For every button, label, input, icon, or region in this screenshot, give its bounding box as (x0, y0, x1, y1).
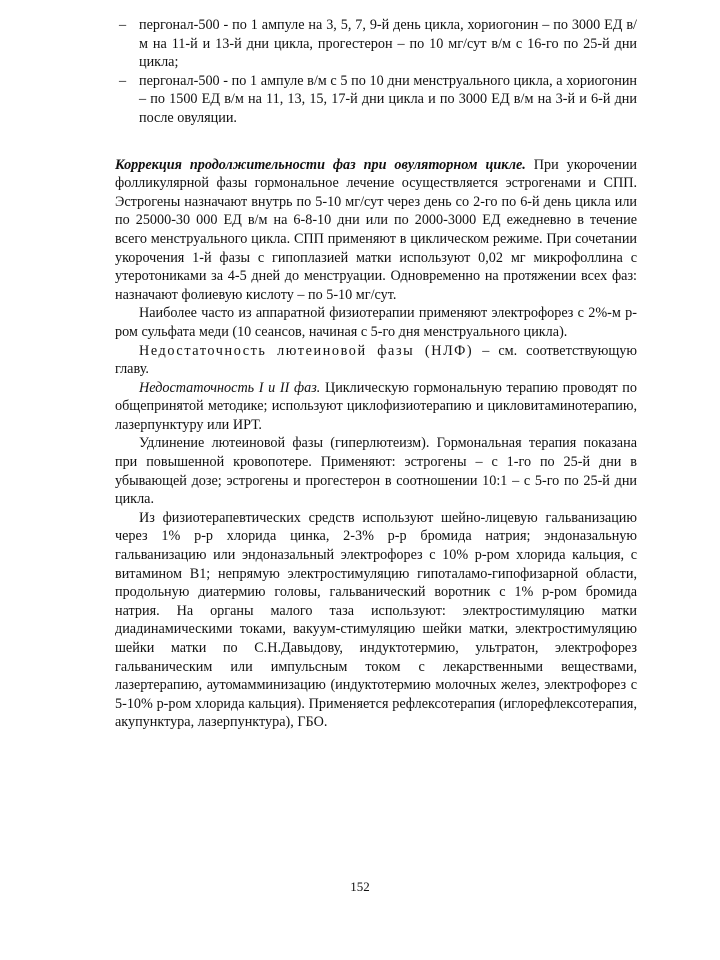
page-body (115, 16, 637, 732)
paragraph-text: Удлинение лютеиновой фазы (гиперлютеизм). Гормональная терапия показана при повышенной кровопотере. Применяют: эстрогены – с 1-го по 25-й дни в убывающей дозе; эстрогены и прогестерон в соотношении 10:1 – с 5-го по 25-й дни цикла. (115, 435, 637, 508)
paragraph-text: При укорочении фолликулярной фазы гормональное лечение осуществляется эстрогенами и СПП. Эстрогены назначают внутрь по 5-10 мг/сут через день со 2-го по 6-й день цикла или по 25000-30 000 ЕД в/м на 6-8-10 дни или по 2000-3000 ЕД ежедневно в течение всего менструального цикла. СПП применяют в циклическом режиме. При сочетании укорочения 1-й фазы с гипоплазией матки используют 0,02 мг микрофоллина с утеротониками за 4-5 дней до менструации. Одновременно на протяжении всех фаз: назначают фолиевую кислоту – по 5-10 мг/сут. (115, 156, 637, 303)
bullet-item: – пергонал-500 - по 1 ампуле в/м с 5 по 10 дни менструального цикла, а хориогонин – по 1500 ЕД в/м на 11, 13, 15, 17-й дни цикла и по 3000 ЕД в/м на 3-й и 6-й дни после овуляции. (115, 72, 637, 128)
italic-term: Недостаточность I и II фаз. (139, 379, 321, 396)
paragraph-hyperluteism (115, 434, 637, 508)
paragraph-phase-correction (115, 156, 637, 305)
spaced-term: Недостаточность лютеиновой фазы (НЛФ) (139, 342, 474, 359)
paragraph-phase-insufficiency (115, 379, 637, 435)
paragraph-nlf (115, 342, 637, 379)
paragraph-text: Из физиотерапевтических средств используют шейно-лицевую гальванизацию через 1% р-р хлорида цинка, 2-3% р-р бромида натрия; эндоназальную гальванизацию или эндоназальный электрофорез с 10% р-ром хлорида кальция, с витамином В1; непрямую электростимуляцию гипоталамо-гипофизарной области, продольную диатермию головы, гальванический воротник с 1% р-ром бромида натрия. На органы малого таза используют: электростимуляцию матки диадинамическими токами, вакуум-стимуляцию шейки матки, электростимуляцию шейки матки по С.Н.Давыдову, индуктотермию, ультратон, электрофорез гальваническим или импульсным током с лекарственными веществами, лазертерапию, аутомамминизацию (индуктотермию молочных желез, электрофорез с 5-10% р-ром хлорида кальция). Применяется рефлексотерапия (иглорефлексотерапия, акупунктура, лазерпунктура), ГБО. (115, 509, 637, 731)
page-number: 152 (350, 879, 370, 894)
section-heading: Коррекция продолжительности фаз при овуляторном цикле. (115, 156, 526, 173)
paragraph-text: Циклическую гормональную терапию проводят по общепринятой методике; используют циклофизиотерапию и цикловитаминотерапию, лазерпунктуру или ИРТ. (115, 379, 637, 433)
paragraph-text: – см. соответствующую главу. (115, 342, 637, 378)
bullet-list (115, 16, 637, 128)
bullet-item: – пергонал-500 - по 1 ампуле на 3, 5, 7, 9-й день цикла, хориогонин – по 3000 ЕД в/м на 11-й и 13-й дни цикла, прогестерон – по 10 мг/сут в/м с 16-го по 25-й дни цикла; (115, 16, 637, 72)
paragraph-text: Наиболее часто из аппаратной физиотерапии применяют электрофорез с 2%-м р-ром сульфата меди (10 сеансов, начиная с 5-го дня менструального цикла). (115, 305, 637, 340)
paragraph-physiotherapy-copper (115, 304, 637, 341)
paragraph-physiotherapy-means (115, 509, 637, 732)
